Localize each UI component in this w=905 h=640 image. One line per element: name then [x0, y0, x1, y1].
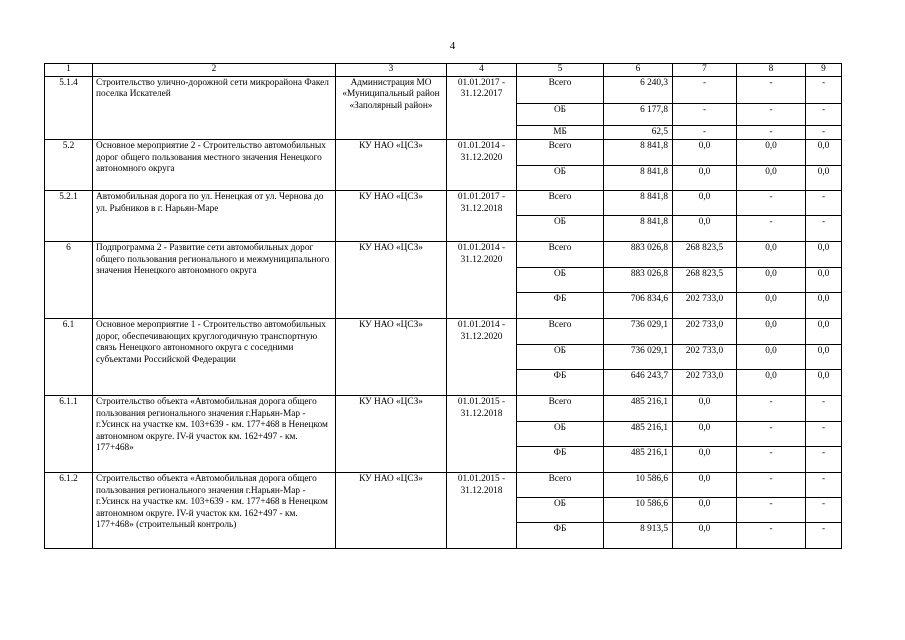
- column-header: 9: [806, 64, 842, 77]
- item-code: 6.1.1: [45, 396, 93, 473]
- amount-col8: 0,0: [737, 345, 806, 370]
- amount-col8: -: [737, 76, 806, 103]
- item-name: Строительство объекта «Автомобильная дорога общего пользования регионального значения г.Нарьян-Мар - г.Усинск на участке км. 103+639 - км. 177+468 в Ненецком автономном округе. IV-й участок км. 162+497 - км. 177+468»: [93, 396, 336, 473]
- amount-col8: -: [737, 422, 806, 447]
- amount-col7: 0,0: [673, 473, 737, 498]
- period: 01.01.2017 - 31.12.2017: [447, 76, 517, 140]
- amount-col9: -: [806, 447, 842, 473]
- column-header: 3: [336, 64, 447, 77]
- funding-source: Всего: [517, 242, 604, 268]
- amount-col6: 646 243,7: [604, 370, 673, 396]
- amount-col9: -: [806, 216, 842, 242]
- amount-col7: 202 733,0: [673, 319, 737, 345]
- amount-col7: 202 733,0: [673, 370, 737, 396]
- funding-source: ОБ: [517, 216, 604, 242]
- column-header: 4: [447, 64, 517, 77]
- amount-col6: 8 841,8: [604, 166, 673, 191]
- amount-col7: 0,0: [673, 140, 737, 166]
- amount-col7: 202 733,0: [673, 345, 737, 370]
- amount-col8: -: [737, 103, 806, 125]
- amount-col8: 0,0: [737, 268, 806, 293]
- amount-col8: 0,0: [737, 293, 806, 319]
- amount-col6: 736 029,1: [604, 319, 673, 345]
- amount-col9: -: [806, 473, 842, 498]
- amount-col6: 6 240,3: [604, 76, 673, 103]
- amount-col7: 0,0: [673, 191, 737, 216]
- item-code: 5.2: [45, 140, 93, 191]
- item-name: Основное мероприятие 2 - Строительство автомобильных дорог общего пользования местного значения Ненецкого автономного округа: [93, 140, 336, 191]
- funding-source: ФБ: [517, 447, 604, 473]
- funding-source: ОБ: [517, 422, 604, 447]
- item-name: Строительство улично-дорожной сети микрорайона Факел поселка Искателей: [93, 76, 336, 140]
- amount-col9: 0,0: [806, 319, 842, 345]
- column-header: 6: [604, 64, 673, 77]
- item-name: Основное мероприятие 1 - Строительство автомобильных дорог, обеспечивающих круглогодичную транспортную связь Ненецкого автономного округа с соседними субъектами Российской Федерации: [93, 319, 336, 396]
- executor: КУ НАО «ЦСЗ»: [336, 191, 447, 242]
- item-code: 5.2.1: [45, 191, 93, 242]
- column-header: 1: [45, 64, 93, 77]
- amount-col8: 0,0: [737, 319, 806, 345]
- executor: КУ НАО «ЦСЗ»: [336, 319, 447, 396]
- item-name: Строительство объекта «Автомобильная дорога общего пользования регионального значения г.Нарьян-Мар - г.Усинск на участке км. 103+639 - км. 177+468 в Ненецком автономном округе. IV-й участок км. 162+497 - км. 177+468» (строительный контроль): [93, 473, 336, 549]
- amount-col9: -: [806, 125, 842, 140]
- amount-col6: 10 586,6: [604, 498, 673, 523]
- amount-col9: 0,0: [806, 140, 842, 166]
- period: 01.01.2014 - 31.12.2020: [447, 319, 517, 396]
- funding-source: Всего: [517, 191, 604, 216]
- amount-col9: 0,0: [806, 345, 842, 370]
- amount-col6: 62,5: [604, 125, 673, 140]
- funding-source: МБ: [517, 125, 604, 140]
- amount-col7: 0,0: [673, 523, 737, 549]
- amount-col7: 0,0: [673, 396, 737, 422]
- amount-col8: -: [737, 447, 806, 473]
- amount-col7: 0,0: [673, 422, 737, 447]
- amount-col8: -: [737, 125, 806, 140]
- amount-col9: -: [806, 396, 842, 422]
- funding-source: ФБ: [517, 370, 604, 396]
- table-row: [45, 473, 842, 498]
- table-row: [45, 242, 842, 268]
- amount-col7: -: [673, 125, 737, 140]
- amount-col9: 0,0: [806, 370, 842, 396]
- table-row: [45, 319, 842, 345]
- amount-col6: 706 834,6: [604, 293, 673, 319]
- amount-col9: 0,0: [806, 293, 842, 319]
- column-header: 8: [737, 64, 806, 77]
- table-row: [45, 191, 842, 216]
- funding-source: ОБ: [517, 268, 604, 293]
- amount-col7: 0,0: [673, 166, 737, 191]
- amount-col6: 10 586,6: [604, 473, 673, 498]
- amount-col7: 268 823,5: [673, 242, 737, 268]
- period: 01.01.2015 - 31.12.2018: [447, 396, 517, 473]
- item-code: 6: [45, 242, 93, 319]
- amount-col9: -: [806, 498, 842, 523]
- table-row: [45, 396, 842, 422]
- amount-col6: 883 026,8: [604, 268, 673, 293]
- amount-col8: -: [737, 396, 806, 422]
- amount-col7: 202 733,0: [673, 293, 737, 319]
- amount-col6: 8 841,8: [604, 216, 673, 242]
- amount-col9: -: [806, 422, 842, 447]
- amount-col9: -: [806, 103, 842, 125]
- funding-source: Всего: [517, 76, 604, 103]
- executor: КУ НАО «ЦСЗ»: [336, 242, 447, 319]
- amount-col8: -: [737, 498, 806, 523]
- amount-col9: 0,0: [806, 242, 842, 268]
- amount-col8: 0,0: [737, 370, 806, 396]
- amount-col8: 0,0: [737, 166, 806, 191]
- amount-col6: 8 841,8: [604, 191, 673, 216]
- amount-col8: -: [737, 523, 806, 549]
- funding-source: ФБ: [517, 293, 604, 319]
- amount-col9: 0,0: [806, 268, 842, 293]
- executor: КУ НАО «ЦСЗ»: [336, 140, 447, 191]
- amount-col8: -: [737, 191, 806, 216]
- amount-col7: 268 823,5: [673, 268, 737, 293]
- executor: КУ НАО «ЦСЗ»: [336, 473, 447, 549]
- funding-source: ОБ: [517, 103, 604, 125]
- executor: Администрация МО «Муниципальный район «Заполярный район»: [336, 76, 447, 140]
- page-number: 4: [449, 40, 456, 52]
- column-header: 5: [517, 64, 604, 77]
- funding-source: ОБ: [517, 498, 604, 523]
- amount-col7: 0,0: [673, 216, 737, 242]
- amount-col7: 0,0: [673, 447, 737, 473]
- amount-col6: 883 026,8: [604, 242, 673, 268]
- item-code: 5.1.4: [45, 76, 93, 140]
- budget-table: [44, 63, 842, 549]
- period: 01.01.2014 - 31.12.2020: [447, 242, 517, 319]
- table-row: [45, 140, 842, 166]
- period: 01.01.2014 - 31.12.2020: [447, 140, 517, 191]
- funding-source: Всего: [517, 319, 604, 345]
- period: 01.01.2015 - 31.12.2018: [447, 473, 517, 549]
- funding-source: Всего: [517, 473, 604, 498]
- executor: КУ НАО «ЦСЗ»: [336, 396, 447, 473]
- item-name: Подпрограмма 2 - Развитие сети автомобильных дорог общего пользования регионального и межмуниципального значения Ненецкого автономного округа: [93, 242, 336, 319]
- amount-col6: 8 913,5: [604, 523, 673, 549]
- period: 01.01.2017 - 31.12.2018: [447, 191, 517, 242]
- item-code: 6.1.2: [45, 473, 93, 549]
- amount-col7: 0,0: [673, 498, 737, 523]
- item-name: Автомобильная дорога по ул. Ненецкая от ул. Чернова до ул. Рыбников в г. Нарьян-Маре: [93, 191, 336, 242]
- amount-col8: -: [737, 473, 806, 498]
- amount-col6: 8 841,8: [604, 140, 673, 166]
- funding-source: Всего: [517, 140, 604, 166]
- item-code: 6.1: [45, 319, 93, 396]
- header-row: [45, 64, 842, 77]
- amount-col6: 6 177,8: [604, 103, 673, 125]
- amount-col6: 485 216,1: [604, 447, 673, 473]
- amount-col7: -: [673, 103, 737, 125]
- amount-col6: 485 216,1: [604, 396, 673, 422]
- amount-col9: -: [806, 523, 842, 549]
- amount-col6: 736 029,1: [604, 345, 673, 370]
- column-header: 2: [93, 64, 336, 77]
- column-header: 7: [673, 64, 737, 77]
- amount-col6: 485 216,1: [604, 422, 673, 447]
- amount-col9: -: [806, 191, 842, 216]
- amount-col9: 0,0: [806, 166, 842, 191]
- funding-source: Всего: [517, 396, 604, 422]
- amount-col8: -: [737, 216, 806, 242]
- amount-col9: -: [806, 76, 842, 103]
- funding-source: ОБ: [517, 166, 604, 191]
- table-row: [45, 76, 842, 103]
- funding-source: ОБ: [517, 345, 604, 370]
- funding-source: ФБ: [517, 523, 604, 549]
- amount-col8: 0,0: [737, 242, 806, 268]
- amount-col8: 0,0: [737, 140, 806, 166]
- amount-col7: -: [673, 76, 737, 103]
